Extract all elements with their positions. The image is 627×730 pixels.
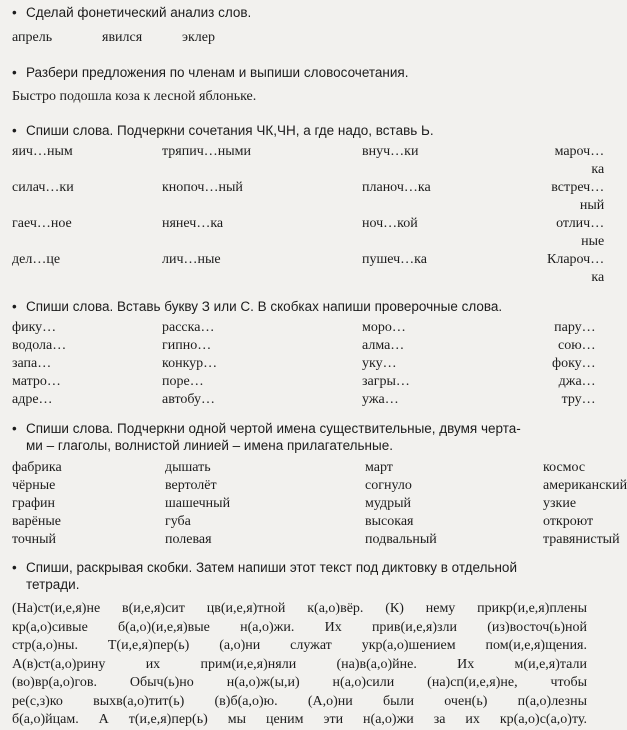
word: гипно… — [162, 338, 212, 353]
instruction-text: Разбери предложения по членам и выпиши словосочетания. — [26, 65, 409, 80]
word: расска… — [162, 320, 215, 335]
task-1-instruction — [12, 4, 587, 21]
word: лич…ные — [162, 252, 221, 267]
word: уку… — [362, 356, 397, 371]
word: поре… — [162, 374, 204, 389]
task-2-instruction — [12, 64, 587, 81]
bullet: • — [12, 5, 17, 20]
word: адре… — [12, 392, 53, 407]
word: космос — [543, 460, 586, 475]
instruction-line: Спиши слова. Подчеркни одной чертой имена существительные, двумя черта- — [26, 421, 521, 436]
word: ужа… — [362, 392, 399, 407]
word: автобу… — [162, 392, 215, 407]
word: пару… — [554, 320, 596, 335]
word: апрель — [12, 30, 53, 45]
word: варёные — [12, 514, 61, 529]
word: откроют — [543, 514, 594, 529]
word: гаеч…ное — [12, 216, 72, 231]
word: явился — [102, 30, 143, 45]
word: узкие — [543, 496, 577, 511]
instruction-line: ми – глаголы, волнистой линией – имена прилагательные. — [26, 438, 393, 453]
word: фоку… — [552, 356, 596, 371]
word: подвальный — [365, 532, 437, 547]
word: американский — [543, 478, 627, 493]
task-2-sentence: Быстро подошла коза к лесной яблоньке. — [12, 89, 257, 104]
bullet: • — [12, 299, 17, 314]
word: Клароч…ка — [547, 252, 605, 285]
word: мароч…ка — [554, 144, 605, 177]
word: вертолёт — [165, 478, 217, 493]
word: дел…це — [12, 252, 61, 267]
word: планоч…ка — [362, 180, 431, 195]
instruction-line: тетради. — [26, 577, 80, 592]
task-6-text — [12, 600, 587, 730]
word: графин — [12, 496, 56, 511]
word: внуч…ки — [362, 144, 419, 159]
word: кнопоч…ный — [162, 180, 243, 195]
word: фику… — [12, 320, 57, 335]
word: эклер — [182, 30, 216, 45]
bullet: • — [12, 421, 17, 436]
word: конкур… — [162, 356, 218, 371]
word: губа — [165, 514, 191, 529]
text-line: (На)ст(и,е,я)не в(и,е,я)сит цв(и,е,я)тной к(а,о)вёр. (К) нему прикр(и,е,я)плены — [12, 601, 587, 616]
word: водола… — [12, 338, 67, 353]
word: загры… — [362, 374, 410, 389]
instruction-text: Спиши слова. Подчеркни сочетания ЧК,ЧН, а где надо, вставь Ь. — [26, 123, 434, 138]
task-1-words — [12, 29, 587, 47]
word: нянеч…ка — [162, 216, 224, 231]
task-6-instruction — [12, 559, 587, 593]
instruction-text: Сделай фонетический анализ слов. — [26, 5, 252, 20]
task-3-instruction — [12, 122, 587, 139]
word: март — [365, 460, 393, 475]
word: полевая — [165, 532, 212, 547]
word: отлич…ные — [556, 216, 605, 249]
word: шашечный — [165, 496, 231, 511]
task-5-instruction — [12, 420, 587, 454]
word: фабрика — [12, 460, 62, 475]
word: встреч…ный — [551, 180, 605, 213]
word: моро… — [362, 320, 406, 335]
text-line: б(а,о)йцам. А т(и,е,я)пер(ь) мы ценим эти н(а,о)жи за их кр(а,о)с(а,о)ту. — [12, 712, 587, 727]
bullet: • — [12, 560, 17, 575]
word: алма… — [362, 338, 405, 353]
instruction-line: Спиши, раскрывая скобки. Затем напиши этот текст под диктовку в отдельной — [26, 560, 517, 575]
word: травянистый — [543, 532, 620, 547]
word: высокая — [365, 514, 414, 529]
text-line: ре(с,з)ко выхв(а,о)тит(ь) (в)б(а,о)ю. (А,о)ни были очен(ь) п(а,о)лезны — [12, 693, 587, 709]
word: тряпич…ными — [162, 144, 252, 159]
word: тру… — [561, 392, 596, 407]
task-3-word-grid — [12, 143, 605, 287]
word: дышать — [165, 460, 211, 475]
word: чёрные — [12, 478, 56, 493]
word: согнуло — [365, 478, 412, 493]
bullet: • — [12, 65, 17, 80]
word: точный — [12, 532, 57, 547]
text-line: А(в)ст(а,о)рину их прим(и,е,я)няли (на)в(а,о)йне. Их м(и,е,я)тали — [12, 656, 587, 672]
word: матро… — [12, 374, 61, 389]
word: запа… — [12, 356, 52, 371]
word: мудрый — [365, 496, 411, 511]
word: пушеч…ка — [362, 252, 427, 267]
instruction-text: Спиши слова. Вставь букву З или С. В скобках напиши проверочные слова. — [26, 299, 503, 314]
word: сою… — [558, 338, 596, 353]
text-line: (во)вр(а,о)гов. Обыч(ь)но н(а,о)ж(ы,и) н(а,о)сили (на)сп(и,е,я)не, чтобы — [12, 675, 587, 690]
bullet: • — [12, 123, 17, 138]
word: яич…ным — [12, 144, 73, 159]
word: силач…ки — [12, 180, 74, 195]
task-4-word-grid — [12, 319, 596, 409]
word: джа… — [558, 374, 596, 389]
text-line: стр(а,о)ны. Т(и,е,я)пер(ь) (а,о)ни служат укр(а,о)шением пом(и,е,я)щения. — [12, 638, 587, 653]
task-5-word-grid — [12, 459, 627, 549]
text-line: кр(а,о)сивые б(а,о)(и,е,я)вые н(а,о)жи. Их прив(и,е,я)зли (из)восточ(ь)ной — [12, 619, 587, 635]
word: ноч…кой — [362, 216, 418, 231]
task-4-instruction — [12, 298, 587, 315]
